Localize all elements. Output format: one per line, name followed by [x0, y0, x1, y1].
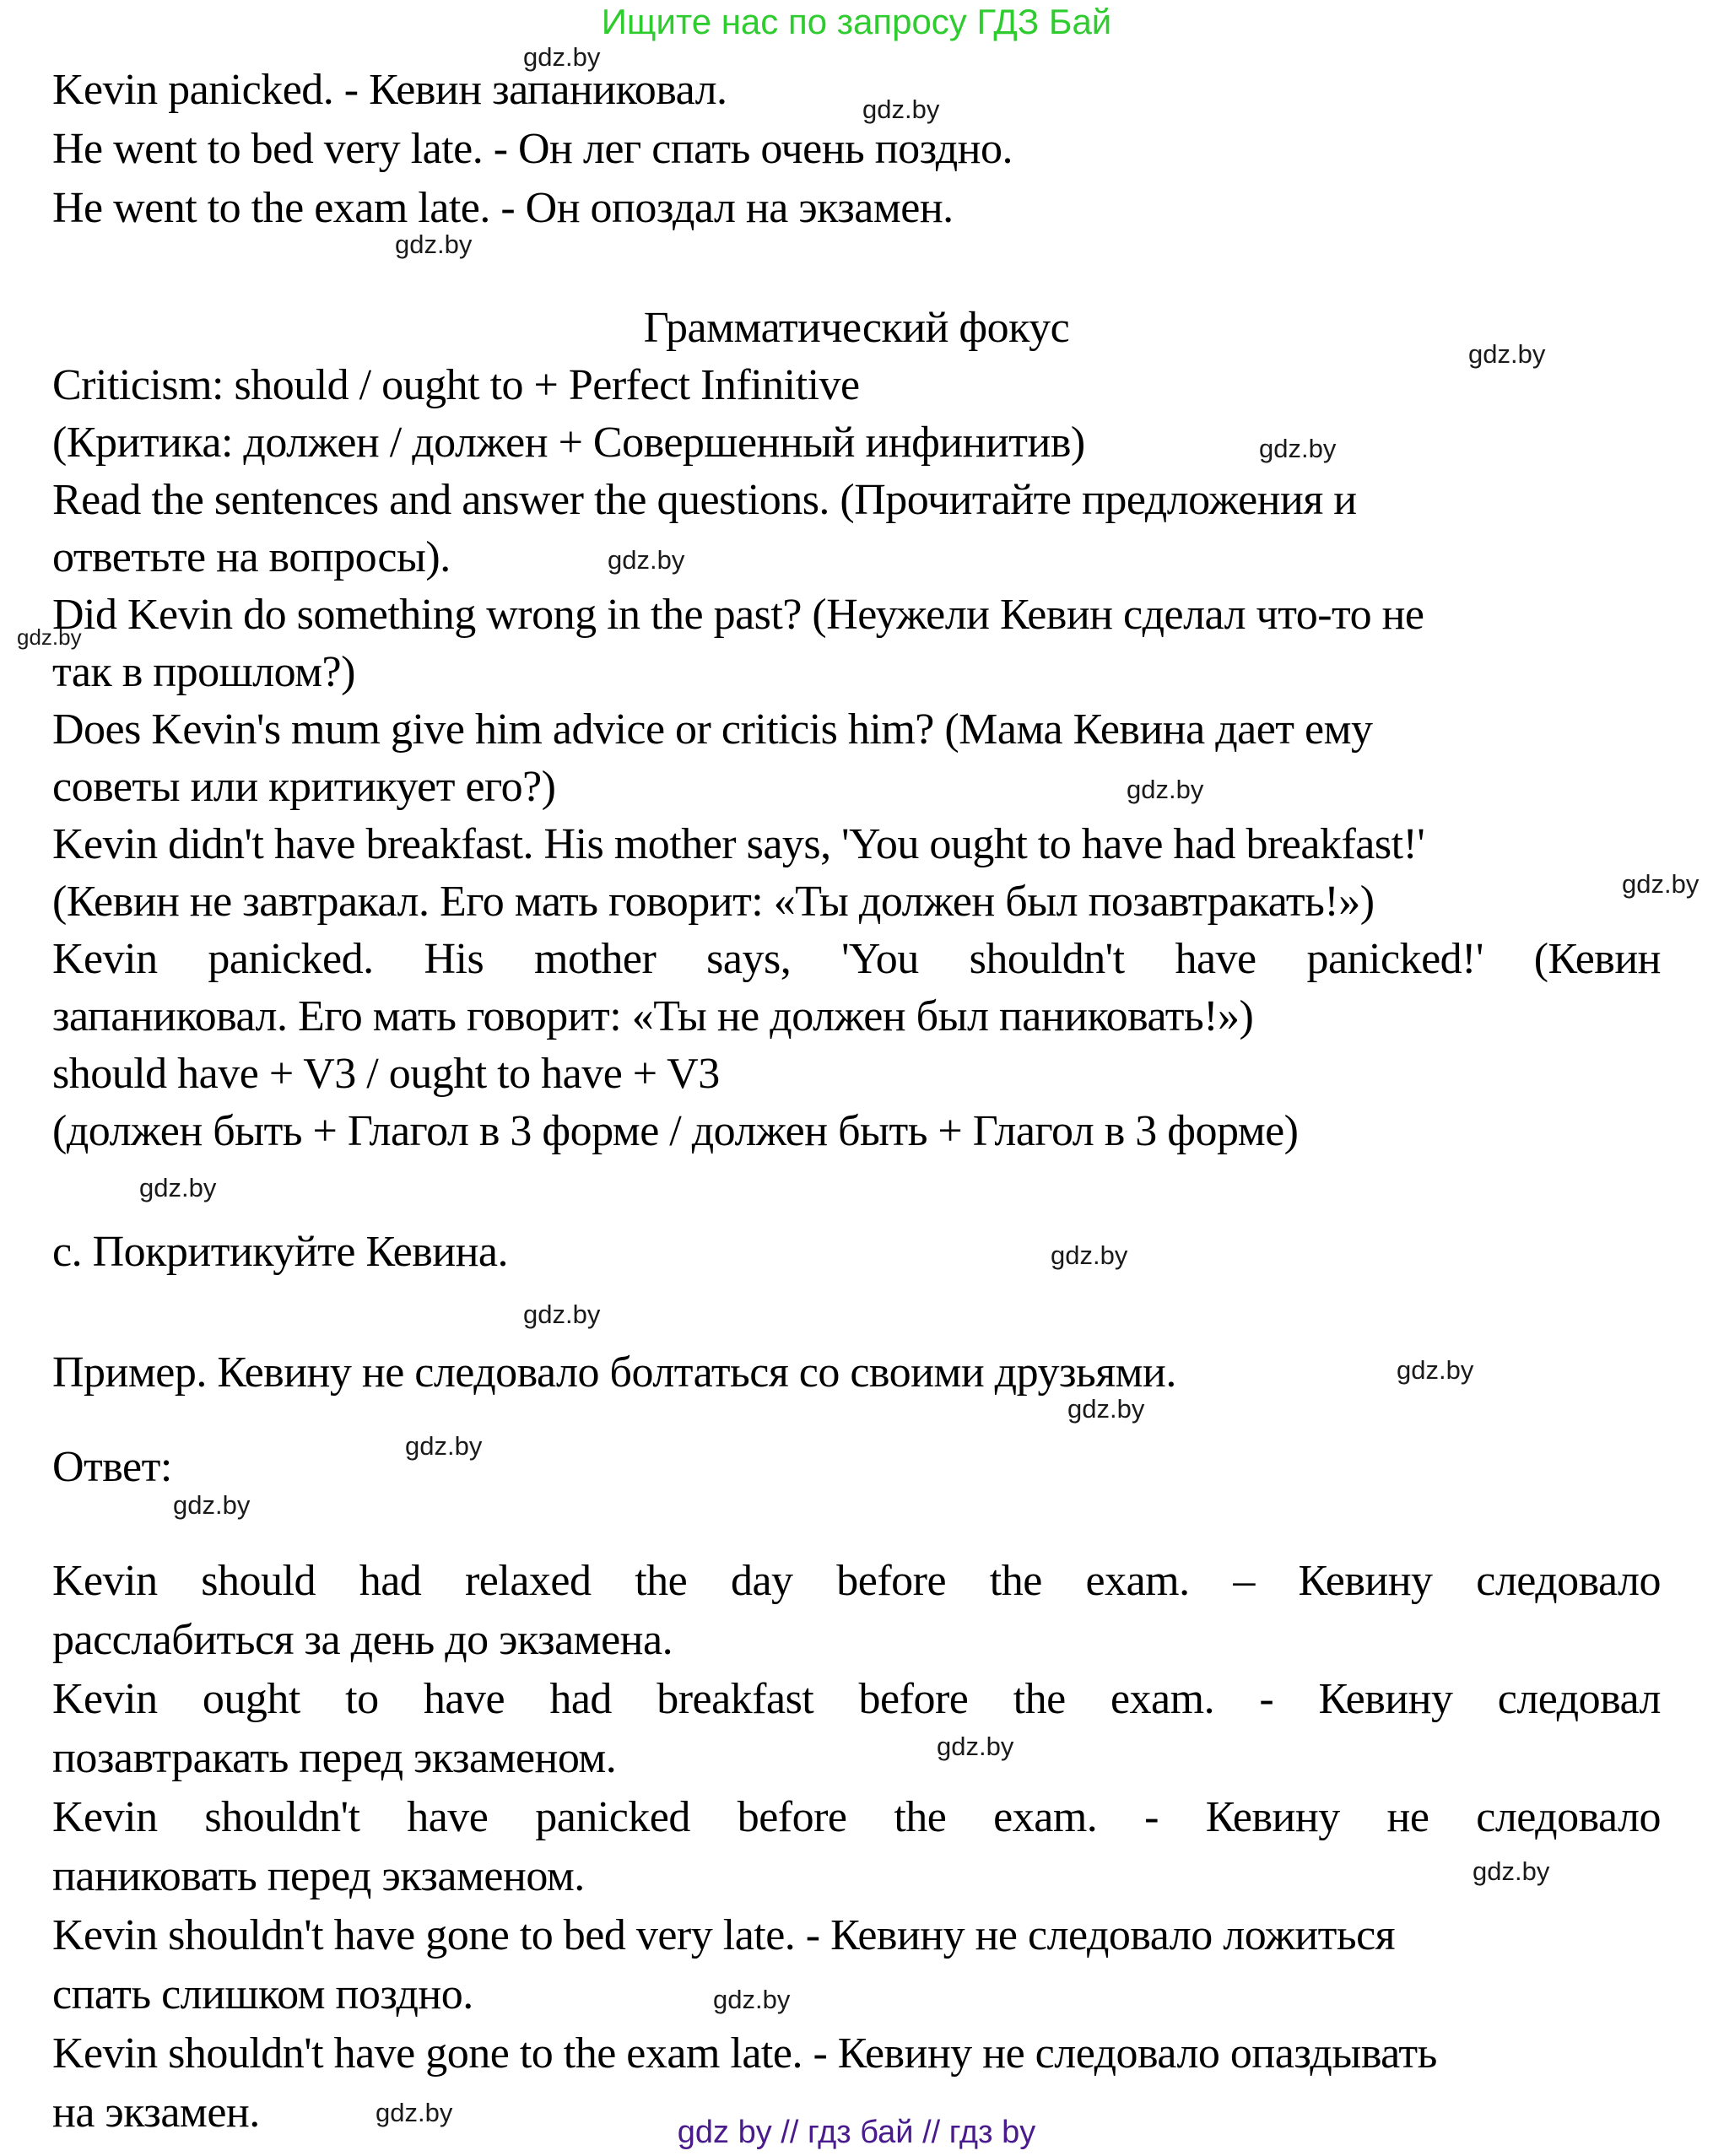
text-line-criticism: Criticism: should / ought to + Perfect Infinitive	[52, 361, 860, 409]
text-line-task-2: ответьте на вопросы).	[52, 533, 451, 581]
gdz-watermark: gdz.by	[1622, 869, 1699, 899]
answer-line-3a: Kevin shouldn't have panicked before the exam. - Кевину не следовало	[52, 1793, 1661, 1841]
gdz-watermark: gdz.by	[1259, 434, 1337, 463]
text-line-formula-en: should have + V3 / ought to have + V3	[52, 1050, 720, 1098]
answer-line-2b: позавтракать перед экзаменом.	[52, 1734, 617, 1782]
answer-label: Ответ:	[52, 1443, 172, 1491]
answer-line-5a: Kevin shouldn't have gone to the exam late. - Кевину не следовало опаздывать	[52, 2029, 1437, 2078]
text-line-question2-a: Does Kevin's mum give him advice or criticis him? (Мама Кевина дает ему	[52, 705, 1373, 754]
text-line-question2-b: советы или критикует его?)	[52, 763, 556, 811]
footer-links: gdz by // гдз бай // гдз by	[677, 2115, 1036, 2150]
text-line-task-1: Read the sentences and answer the questions. (Прочитайте предложения и	[52, 476, 1357, 524]
answer-line-1b: расслабиться за день до экзамена.	[52, 1616, 673, 1664]
gdz-watermark: gdz.by	[395, 230, 473, 259]
gdz-watermark: gdz.by	[523, 1300, 601, 1329]
gdz-watermark: gdz.by	[937, 1732, 1014, 1761]
text-line-question1-b: так в прошлом?)	[52, 648, 355, 696]
gdz-watermark: gdz.by	[862, 95, 940, 124]
text-line-criticism-ru: (Критика: должен / должен + Совершенный инфинитив)	[52, 419, 1085, 467]
gdz-watermark: gdz.by	[1067, 1394, 1145, 1424]
gdz-watermark: gdz.by	[139, 1173, 217, 1202]
text-line-task-c: c. Покритикуйте Кевина.	[52, 1228, 509, 1276]
gdz-watermark: gdz.by	[1473, 1856, 1550, 1886]
text-line-example2-en: Kevin panicked. His mother says, 'You shouldn't have panicked!' (Кевин	[52, 935, 1661, 983]
gdz-watermark: gdz.by	[523, 42, 601, 72]
text-line-example1-en: Kevin didn't have breakfast. His mother says, 'You ought to have had breakfast!'	[52, 820, 1425, 868]
answer-line-2a: Kevin ought to have had breakfast before the exam. - Кевину следовал	[52, 1675, 1661, 1723]
answer-line-3b: паниковать перед экзаменом.	[52, 1852, 585, 1900]
gdz-watermark: gdz.by	[713, 1985, 791, 2014]
gdz-watermark: gdz.by	[376, 2098, 453, 2127]
answer-line-5b: на экзамен.	[52, 2088, 260, 2137]
gdz-watermark: gdz.by	[608, 545, 685, 575]
promo-banner: Ищите нас по запросу ГДЗ Бай	[601, 2, 1112, 41]
text-line-primer: Пример. Кевину не следовало болтаться со своими друзьями.	[52, 1348, 1176, 1397]
gdz-watermark: gdz.by	[405, 1431, 483, 1461]
answer-line-4a: Kevin shouldn't have gone to bed very late. - Кевину не следовало ложиться	[52, 1911, 1396, 1959]
answer-line-1a: Kevin should had relaxed the day before the exam. – Кевину следовало	[52, 1557, 1661, 1605]
text-line-formula-ru: (должен быть + Глагол в 3 форме / должен быть + Глагол в 3 форме)	[52, 1107, 1299, 1155]
answer-line-4b: спать слишком поздно.	[52, 1970, 473, 2018]
gdz-watermark: gdz.by	[1397, 1355, 1474, 1385]
text-line-intro-3: He went to the exam late. - Он опоздал на экзамен.	[52, 184, 954, 232]
gdz-watermark: gdz.by	[17, 624, 82, 650]
text-line-intro-1: Kevin panicked. - Кевин запаниковал.	[52, 66, 727, 114]
gdz-watermark: gdz.by	[173, 1490, 251, 1520]
text-line-question1-a: Did Kevin do something wrong in the past? (Неужели Кевин сделал что-то не	[52, 591, 1424, 639]
text-line-example2-ru: запаниковал. Его мать говорит: «Ты не должен был паниковать!»)	[52, 992, 1254, 1040]
section-heading: Грамматический фокус	[643, 304, 1070, 352]
text-line-intro-2: He went to bed very late. - Он лег спать очень поздно.	[52, 125, 1013, 173]
gdz-watermark: gdz.by	[1127, 775, 1204, 804]
gdz-watermark: gdz.by	[1051, 1240, 1128, 1270]
text-line-example1-ru: (Кевин не завтракал. Его мать говорит: «Ты должен был позавтракать!»)	[52, 878, 1375, 926]
gdz-watermark: gdz.by	[1468, 339, 1546, 369]
